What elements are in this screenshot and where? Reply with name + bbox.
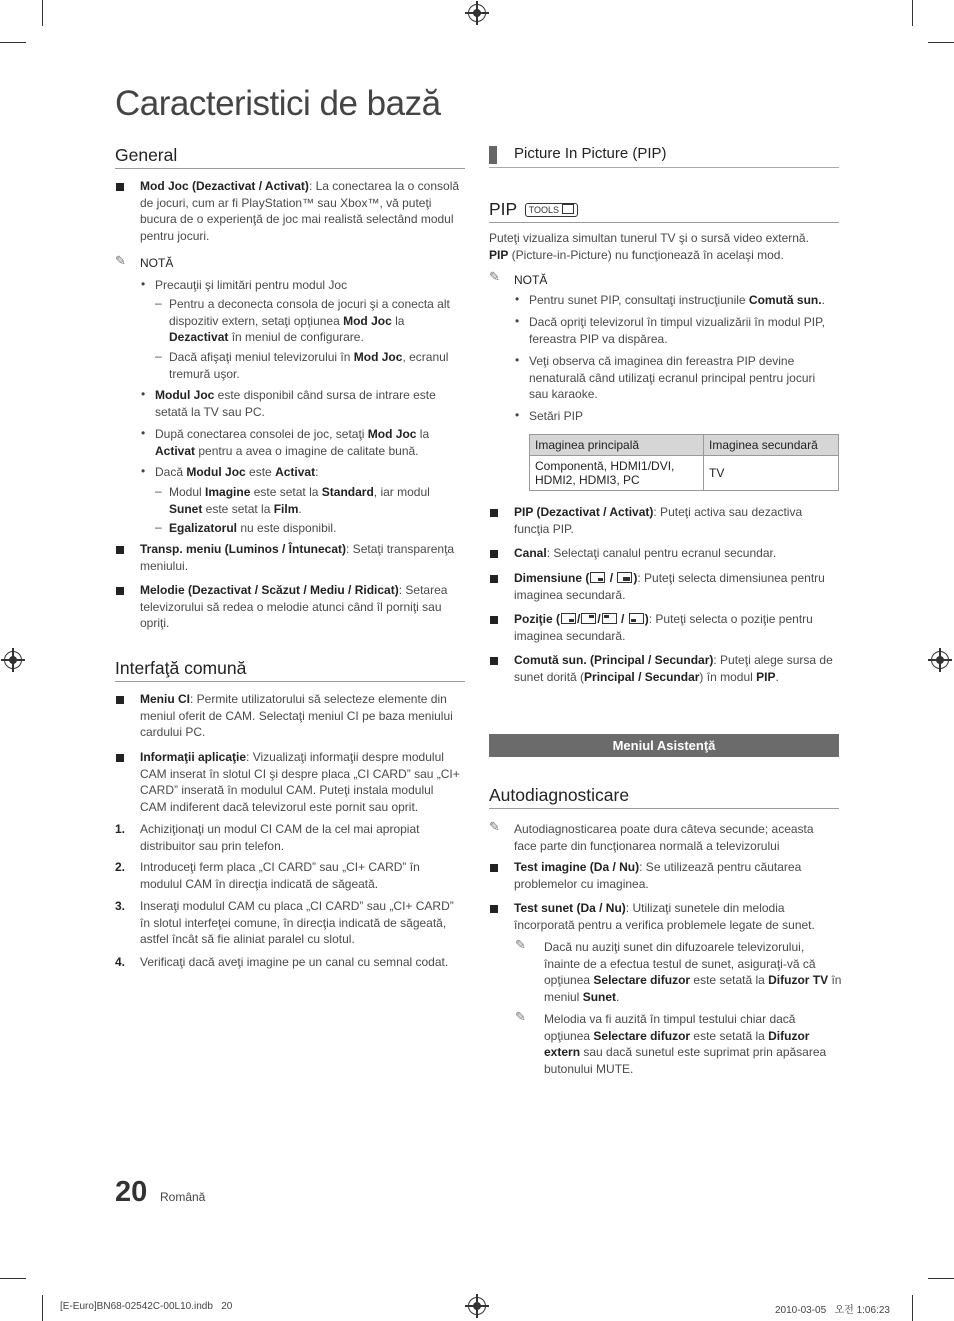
pip-settings-table: [529, 434, 839, 491]
note-label: NOTĂ: [140, 256, 174, 270]
bar-marker: [489, 146, 497, 164]
dash-icon: –: [155, 520, 162, 534]
registration-mark-icon: [931, 651, 949, 669]
table-cell: Componentă, HDMI1/DVI, HDMI2, HDMI3, PC: [530, 456, 704, 491]
paragraph-dimensiune: Dimensiune ( / ): Puteţi selecta dimensiunea pentru imaginea secundară.: [514, 571, 825, 602]
autodiag-note: Autodiagnosticarea poate dura câteva secunde; aceasta face parte din funcţionarea normală a televizorului: [514, 822, 814, 853]
language-label: Română: [160, 1190, 206, 1204]
pip-heading: [489, 199, 839, 223]
asistenta-bar-title: Meniul Asistenţă: [612, 738, 716, 753]
bullet-icon: •: [141, 426, 146, 440]
paragraph-meniu-ci: Meniu CI: Permite utilizatorului să selecteze elemente din meniul oferit de CAM. Selectaţi meniul CI pe baza meniului cardului PC.: [140, 692, 453, 739]
sound-note-1: Dacă nu auziţi sunet din difuzoarele televizorului, înainte de a efectua testul de sunet, asiguraţi-vă că opţiunea Selectare difuzor este setată la Difuzor TV în meniul Sunet.: [544, 940, 842, 1004]
bullet-icon: •: [141, 277, 146, 291]
table-header-row: [530, 435, 839, 456]
bullet-icon: •: [515, 353, 520, 367]
note-pencil-icon: ✎: [489, 819, 500, 834]
print-date: 2010-03-05 오전 1:06:23: [775, 1305, 890, 1316]
paragraph-pozitie: Poziţie ( / / / ): Puteţi selecta o poziţie pentru imaginea secundară.: [514, 612, 813, 643]
list-item: Modul Joc este disponibil când sursa de intrare este setată la TV sau PC.: [155, 388, 436, 419]
note-pencil-icon: ✎: [515, 1009, 526, 1024]
crop-mark: [0, 1278, 26, 1279]
pip-bar-title: Picture In Picture (PIP): [514, 145, 667, 162]
crop-mark: [912, 0, 913, 26]
registration-mark-icon: [468, 1297, 486, 1315]
square-bullet-icon: [490, 575, 498, 583]
paragraph-info-aplicatie: Informaţii aplicaţie: Vizualizaţi informaţii despre modulul CAM inserat în slotul CI şi despre placa „CI CARD” sau „CI+ CARD” inserată în modulul CAM. Puteţi instala modulul CAM indiferent dacă televizorul este pornit sau oprit.: [140, 750, 460, 814]
square-bullet-icon: [490, 550, 498, 558]
sound-note-2: Melodia va fi auzită în timpul testului chiar dacă opţiunea Selectare difuzor este setată la Difuzor extern sau dacă sunetul este suprimat prin apăsarea butonului MUTE.: [544, 1012, 827, 1076]
position-bottom-left-icon: [629, 613, 644, 624]
paragraph-transp: Transp. meniu (Luminos / Întunecat): Setaţi transparenţa meniului.: [140, 542, 455, 573]
square-bullet-icon: [116, 183, 124, 191]
dash-icon: –: [155, 484, 162, 498]
square-bullet-icon: [116, 546, 124, 554]
pip-bar: [489, 143, 839, 168]
crop-mark: [928, 1278, 954, 1279]
list-item: Dacă opriţi televizorul în timpul vizualizării în modul PIP, fereastra PIP va dispărea.: [529, 315, 825, 346]
list-item: După conectarea consolei de joc, setaţi Mod Joc la Activat pentru a avea o imagine de calitate bună.: [155, 427, 430, 458]
paragraph-melodie: Melodie (Dezactivat / Scăzut / Mediu / Ridicat): Setarea televizorului să redea o melodie atunci când îl porniţi sau opriţi.: [140, 583, 448, 630]
section-heading-autodiagnosticare: Autodiagnosticare: [489, 785, 839, 809]
square-bullet-icon: [490, 616, 498, 624]
bullet-icon: •: [515, 408, 520, 422]
table-cell: TV: [704, 456, 839, 491]
pip-intro: Puteţi vizualiza simultan tunerul TV şi o sursă video externă. PIP (Picture-in-Picture) nu funcţionează în acelaşi mod.: [489, 231, 809, 262]
step-number: 3.: [115, 899, 126, 913]
dash-icon: –: [155, 296, 162, 310]
square-bullet-icon: [490, 509, 498, 517]
step-text: Introduceţi ferm placa „CI CARD” sau „CI+ CARD” în modulul CAM în direcţia indicată de săgeată.: [140, 860, 420, 891]
crop-mark: [42, 1295, 43, 1321]
size-large-icon: [617, 572, 632, 583]
list-item: Egalizatorul nu este disponibil.: [169, 521, 337, 535]
table-row: [530, 456, 839, 491]
size-small-icon: [590, 572, 605, 583]
note-pencil-icon: ✎: [515, 937, 526, 952]
list-item: Veţi observa că imaginea din fereastra PIP devine nenaturală când utilizaţi ecranul principal pentru jocuri sau karaoke.: [529, 354, 816, 401]
paragraph-test-imagine: Test imagine (Da / Nu): Se utilizează pentru căutarea problemelor cu imaginea.: [514, 860, 802, 891]
note-label: NOTĂ: [514, 273, 548, 287]
bullet-icon: •: [515, 314, 520, 328]
list-item: Setări PIP: [529, 409, 584, 423]
list-item: Dacă afişaţi meniul televizorului în Mod Joc, ecranul tremură uşor.: [169, 350, 449, 381]
list-item: Pentru sunet PIP, consultaţi instrucţiunile Comută sun..: [529, 293, 825, 307]
step-number: 2.: [115, 860, 126, 874]
crop-mark: [42, 0, 43, 26]
paragraph-comuta: Comută sun. (Principal / Secundar): Puteţi alege sursa de sunet dorită (Principal / Secundar) în modul PIP.: [514, 653, 833, 684]
crop-mark: [928, 42, 954, 43]
crop-mark: [0, 42, 26, 43]
paragraph-mod-joc: Mod Joc (Dezactivat / Activat): La conectarea la o consolă de jocuri, cum ar fi PlayStation™ sau Xbox™, vă puteţi bucura de o experienţă de joc mai realistă selectând modul pentru jocuri.: [140, 179, 460, 243]
paragraph-canal: Canal: Selectaţi canalul pentru ecranul secundar.: [514, 546, 777, 560]
registration-mark-icon: [468, 4, 486, 22]
position-bottom-right-icon: [561, 613, 576, 624]
note-pencil-icon: ✎: [115, 253, 126, 268]
step-text: Verificaţi dacă aveţi imagine pe un canal cu semnal codat.: [140, 955, 449, 969]
list-item: Dacă Modul Joc este Activat:: [155, 465, 319, 479]
page-title: Caracteristici de bază: [115, 84, 441, 123]
square-bullet-icon: [490, 864, 498, 872]
step-text: Achiziţionaţi un modul CI CAM de la cel mai apropiat distribuitor sau prin telefon.: [140, 822, 420, 853]
bullet-icon: •: [141, 387, 146, 401]
table-header-cell: Imaginea principală: [530, 435, 704, 456]
section-heading-interfata: Interfaţă comună: [115, 658, 465, 682]
list-item: Pentru a deconecta consola de jocuri şi a conecta alt dispozitiv extern, setaţi opţiunea Mod Joc la Dezactivat în meniul de configurare.: [169, 297, 450, 344]
step-number: 4.: [115, 955, 126, 969]
step-number: 1.: [115, 822, 126, 836]
crop-mark: [912, 1295, 913, 1321]
asistenta-bar: [489, 734, 839, 757]
registration-mark-icon: [4, 651, 22, 669]
list-item: Precauţii şi limitări pentru modul Joc: [155, 278, 348, 292]
table-header-cell: Imaginea secundară: [704, 435, 839, 456]
position-top-right-icon: [581, 613, 596, 624]
tools-icon: [562, 204, 574, 214]
paragraph-pip: PIP (Dezactivat / Activat): Puteţi activa sau dezactiva funcţia PIP.: [514, 505, 803, 536]
bullet-icon: •: [141, 464, 146, 478]
position-top-left-icon: [602, 613, 617, 624]
dash-icon: –: [155, 349, 162, 363]
paragraph-test-sunet: Test sunet (Da / Nu): Utilizaţi sunetele din melodia încorporată pentru a verifica problemele legate de sunet.: [514, 901, 815, 932]
note-pencil-icon: ✎: [489, 269, 500, 284]
page-number: 20: [115, 1176, 148, 1208]
square-bullet-icon: [116, 754, 124, 762]
list-item: Modul Imagine este setat la Standard, iar modul Sunet este setat la Film.: [169, 485, 430, 516]
square-bullet-icon: [116, 587, 124, 595]
square-bullet-icon: [490, 905, 498, 913]
file-info: [E-Euro]BN68-02542C-00L10.indb 20: [60, 1301, 233, 1312]
section-heading-general: General: [115, 145, 465, 169]
square-bullet-icon: [490, 657, 498, 665]
bullet-icon: •: [515, 292, 520, 306]
step-text: Inseraţi modulul CAM cu placa „CI CARD” sau „CI+ CARD” în slotul interfeţei comune, în direcţia indicată de săgeată, astfel încât să fie aliniat paralel cu slotul.: [140, 899, 454, 946]
pip-heading-text: PIP: [489, 199, 518, 219]
tools-badge: TOOLS: [525, 203, 578, 217]
square-bullet-icon: [116, 696, 124, 704]
